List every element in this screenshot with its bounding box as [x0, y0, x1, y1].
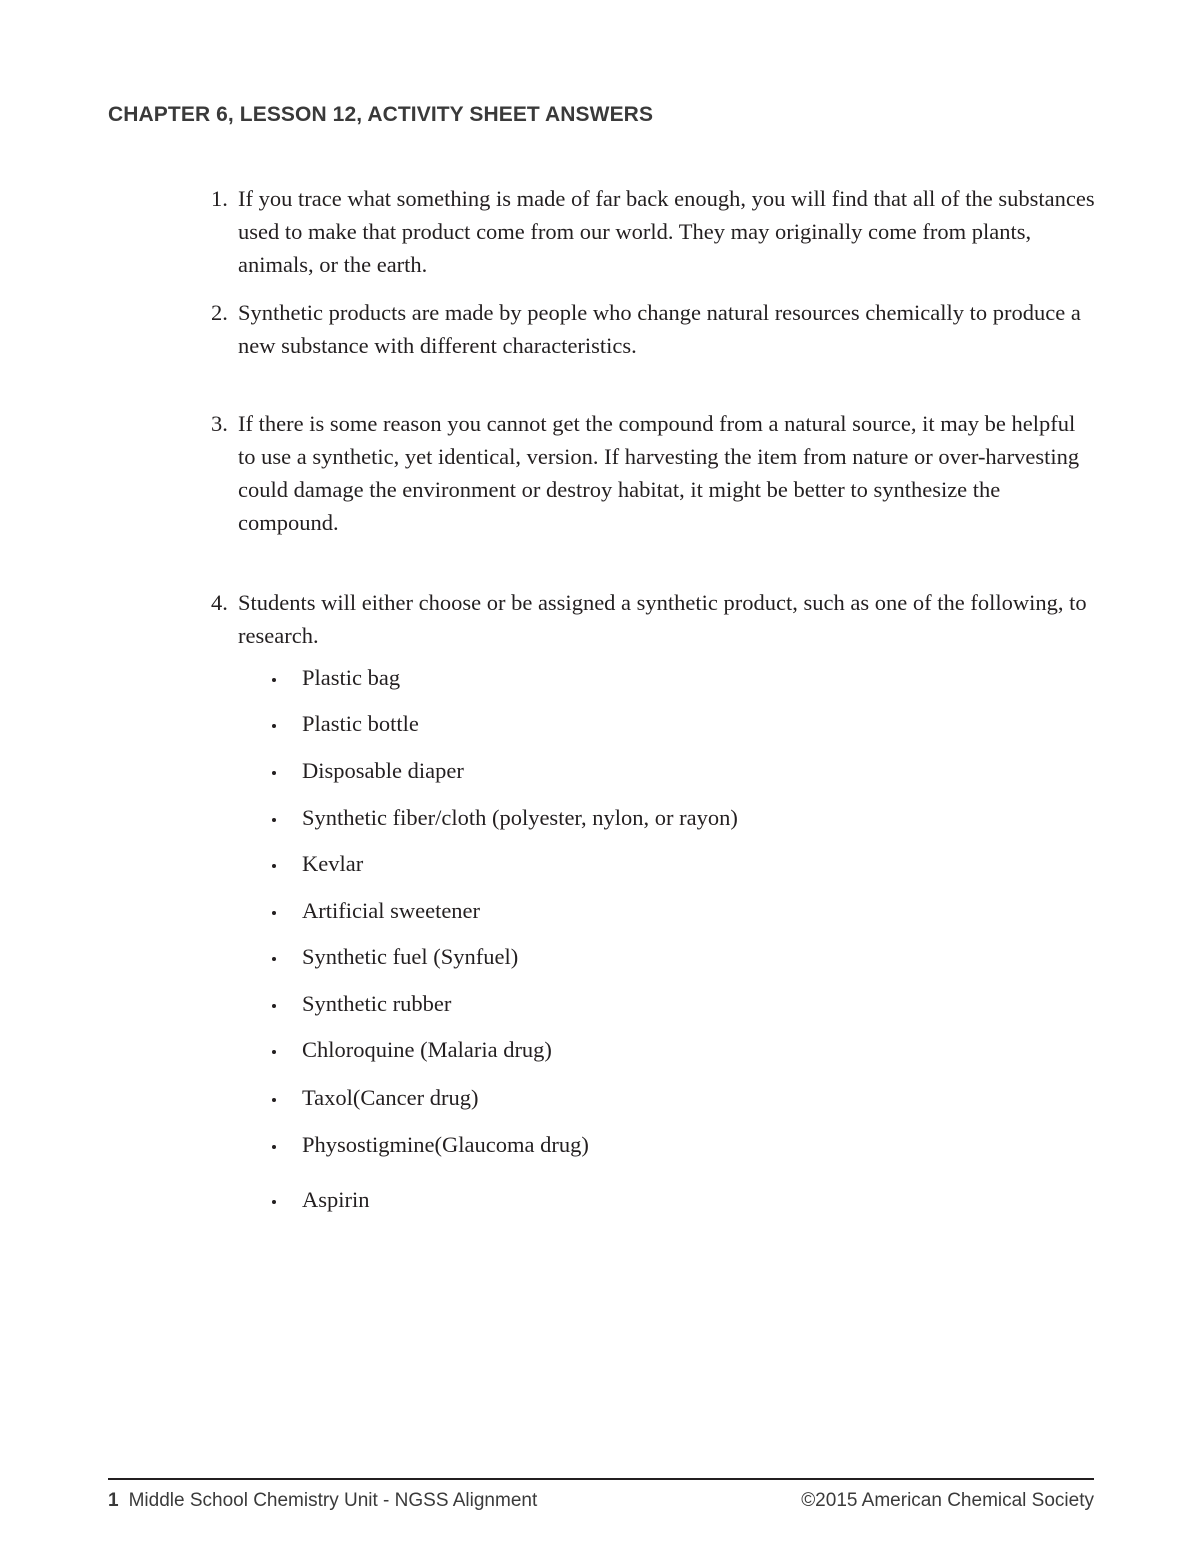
footer-left	[108, 1490, 537, 1512]
answer-number: 3.	[211, 411, 228, 436]
page-number: 1	[108, 1490, 119, 1511]
answer-item	[211, 296, 1098, 362]
bullet-icon	[272, 818, 276, 822]
answer-item	[211, 407, 1098, 539]
footer-copyright: ©2015 American Chemical Society	[801, 1490, 1094, 1511]
answer-number: 1.	[211, 186, 228, 211]
bullet-icon	[272, 771, 276, 775]
answer-number: 4.	[211, 590, 228, 615]
answer-number: 2.	[211, 300, 228, 325]
bullet-icon	[272, 957, 276, 961]
bullet-icon	[272, 1098, 276, 1102]
footer-unit: Middle School Chemistry Unit - NGSS Alignment	[128, 1490, 538, 1511]
bullet-icon	[272, 1004, 276, 1008]
bullet-icon	[272, 911, 276, 915]
answer-text: If there is some reason you cannot get the compound from a natural source, it may be helpful to use a synthetic, yet identical, version. If harvesting the item from nature or over-harvesting could damage the environment or destroy habitat, it might be better to synthesize the compound.	[238, 411, 1080, 535]
footer-divider	[108, 1478, 1094, 1480]
answer-item	[211, 182, 1098, 281]
answer-item	[211, 586, 1098, 652]
bullet-icon	[272, 678, 276, 682]
bullet-icon	[272, 1145, 276, 1149]
page-title: CHAPTER 6, LESSON 12, ACTIVITY SHEET ANSWERS	[108, 103, 654, 126]
answer-text: If you trace what something is made of far back enough, you will find that all of the substances used to make that product come from our world. They may originally come from plants, animals, or the earth.	[238, 186, 1095, 277]
answer-text: Synthetic products are made by people who change natural resources chemically to produce a new substance with different characteristics.	[238, 300, 1081, 358]
bullet-icon	[272, 1050, 276, 1054]
answer-text: Students will either choose or be assigned a synthetic product, such as one of the following, to research.	[238, 590, 1087, 648]
bullet-icon	[272, 1200, 276, 1204]
bullet-icon	[272, 864, 276, 868]
bullet-icon	[272, 724, 276, 728]
